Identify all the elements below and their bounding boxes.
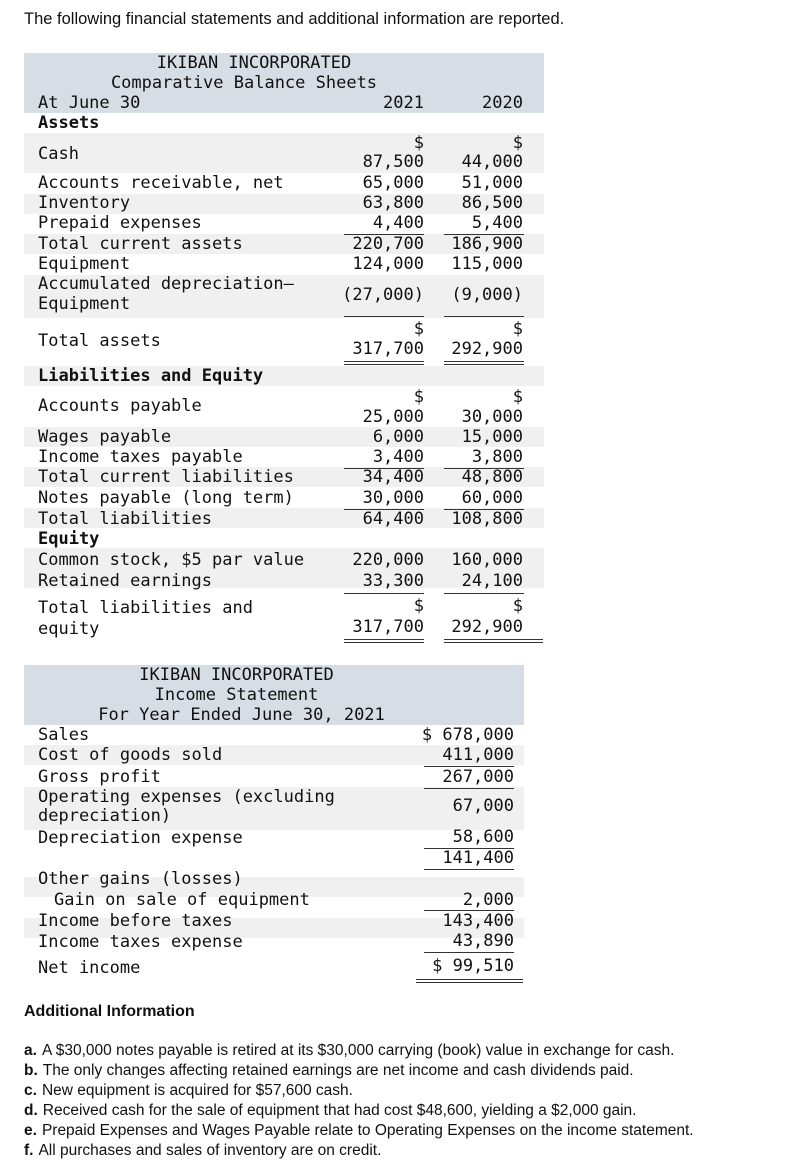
gross-profit-value: 267,000 [442, 767, 514, 787]
double-underline [416, 979, 523, 980]
prepaid-2021: 4,400 [372, 213, 424, 233]
tle-2020: 292,900 [451, 617, 523, 637]
prepaid-2020: 5,400 [471, 213, 523, 233]
net-income-label: Net income [38, 958, 141, 978]
ta-label: Total assets [38, 331, 161, 351]
ap-label: Accounts payable [38, 396, 202, 416]
ta-dollar-2021: $ [413, 319, 424, 339]
cash-2021: 87,500 [362, 152, 424, 172]
cogs-value: 411,000 [442, 745, 514, 765]
re-2021: 33,300 [362, 571, 424, 591]
is-title: Income Statement [154, 685, 319, 705]
opex-value: 67,000 [452, 796, 514, 816]
info-item-b: b. The only changes affecting retained earnings are net income and cash dividends paid. [24, 1062, 634, 1079]
np-2020: 60,000 [461, 488, 523, 508]
double-underline [444, 639, 543, 640]
depreciation-value: 58,600 [452, 827, 514, 847]
re-2020: 24,100 [461, 571, 523, 591]
ta-2020: 292,900 [451, 339, 523, 359]
underline [344, 593, 424, 594]
ar-2021: 65,000 [362, 173, 424, 193]
info-item-e: e. Prepaid Expenses and Wages Payable relate to Operating Expenses on the income statement. [24, 1122, 694, 1139]
ar-label: Accounts receivable, net [38, 173, 284, 193]
gain-label: Gain on sale of equipment [54, 890, 310, 910]
wages-label: Wages payable [38, 427, 172, 447]
cash-dollar-2020: $ [512, 133, 523, 153]
is-company: IKIBAN INCORPORATED [139, 665, 334, 685]
double-underline [444, 364, 524, 365]
tle-label-2: equity [38, 619, 100, 639]
tca-2020: 186,900 [451, 234, 523, 254]
itp-label: Income taxes payable [38, 447, 243, 467]
accdep-2020: (9,000) [451, 285, 523, 305]
equipment-2021: 124,000 [352, 254, 424, 274]
inventory-label: Inventory [38, 193, 131, 213]
bs-date-label: At June 30 [38, 93, 141, 113]
bs-company: IKIBAN INCORPORATED [156, 53, 352, 73]
re-label: Retained earnings [38, 571, 212, 591]
ta-dollar-2020: $ [512, 319, 523, 339]
tle-label-1: Total liabilities and [38, 598, 253, 618]
info-item-d: d. Received cash for the sale of equipment that had cost $48,600, yielding a $2,000 gain. [24, 1102, 637, 1119]
ibt-label: Income before taxes [38, 911, 233, 931]
ap-dollar-2020: $ [512, 387, 523, 407]
tcl-2021: 34,400 [362, 467, 424, 487]
inventory-2021: 63,800 [362, 193, 424, 213]
tcl-label: Total current liabilities [38, 467, 294, 487]
underline [344, 316, 424, 317]
info-item-f: f. All purchases and sales of inventory are on credit. [24, 1142, 382, 1159]
balance-sheet [24, 53, 544, 648]
double-underline [416, 982, 523, 983]
equipment-label: Equipment [38, 254, 131, 274]
other-gains-label: Other gains (losses) [38, 869, 243, 889]
tle-dollar-2021: $ [413, 596, 424, 616]
np-2021: 30,000 [362, 488, 424, 508]
gain-value: 2,000 [462, 890, 514, 910]
tcl-2020: 48,800 [461, 467, 523, 487]
cs-2020: 160,000 [451, 550, 523, 570]
intro-text: The following financial statements and additional information are reported. [24, 10, 565, 28]
net-income-value: $ 99,510 [432, 956, 514, 976]
underline [424, 788, 514, 789]
itp-2021: 3,400 [372, 447, 424, 467]
info-item-c: c. New equipment is acquired for $57,600 cash. [24, 1082, 353, 1099]
ap-2020: 30,000 [461, 407, 523, 427]
cs-2021: 220,000 [352, 550, 424, 570]
prepaid-label: Prepaid expenses [38, 213, 202, 233]
income-statement [24, 665, 524, 987]
wages-2021: 6,000 [372, 427, 424, 447]
double-underline [344, 639, 424, 640]
bs-title: Comparative Balance Sheets [110, 73, 378, 93]
ap-dollar-2021: $ [413, 387, 424, 407]
tle-dollar-2020: $ [512, 596, 523, 616]
tax-value: 43,890 [452, 931, 514, 951]
ibt-value: 143,400 [442, 911, 514, 931]
equipment-2020: 115,000 [451, 254, 523, 274]
tca-2021: 220,700 [352, 234, 424, 254]
accdep-label-2: Equipment [38, 294, 131, 314]
additional-info-title: Additional Information [24, 1003, 195, 1020]
ap-2021: 25,000 [362, 407, 424, 427]
assets-heading: Assets [38, 113, 100, 133]
underline [424, 952, 514, 953]
tl-2020: 108,800 [451, 509, 523, 529]
double-underline [344, 361, 424, 362]
itp-2020: 3,800 [471, 447, 523, 467]
ar-2020: 51,000 [461, 173, 523, 193]
np-label: Notes payable (long term) [38, 488, 294, 508]
cash-label: Cash [38, 144, 79, 164]
cash-dollar-2021: $ [413, 133, 424, 153]
bs-year-2021: 2021 [383, 93, 424, 113]
tl-2021: 64,400 [362, 509, 424, 529]
opex-label-2: depreciation) [38, 806, 172, 826]
tax-label: Income taxes expense [38, 932, 243, 952]
double-underline [444, 361, 524, 362]
accdep-2021: (27,000) [342, 285, 424, 305]
tca-label: Total current assets [38, 234, 243, 254]
double-underline [344, 364, 424, 365]
accdep-label-1: Accumulated depreciation— [38, 274, 294, 294]
cash-2020: 44,000 [461, 152, 523, 172]
info-item-a: a. A $30,000 notes payable is retired at its $30,000 carrying (book) value in exchange for cash. [24, 1042, 675, 1059]
bs-year-2020: 2020 [482, 93, 523, 113]
underline [444, 316, 524, 317]
total-expenses-value: 141,400 [442, 848, 514, 868]
wages-2020: 15,000 [461, 427, 523, 447]
liabilities-heading: Liabilities and Equity [38, 366, 264, 386]
underline [444, 593, 524, 594]
sales-label: Sales [38, 725, 90, 745]
inventory-2020: 86,500 [461, 193, 523, 213]
cs-label: Common stock, $5 par value [38, 550, 305, 570]
equity-heading: Equity [38, 529, 100, 549]
double-underline [444, 642, 543, 643]
sales-value: $ 678,000 [421, 725, 514, 745]
ta-2021: 317,700 [352, 339, 424, 359]
depreciation-label: Depreciation expense [38, 828, 243, 848]
tl-label: Total liabilities [38, 509, 212, 529]
cogs-label: Cost of goods sold [38, 745, 223, 765]
underline [424, 869, 514, 870]
is-period: For Year Ended June 30, 2021 [98, 705, 385, 725]
tle-2021: 317,700 [352, 617, 424, 637]
opex-label-1: Operating expenses (excluding [38, 787, 335, 807]
gross-profit-label: Gross profit [38, 767, 161, 787]
double-underline [344, 642, 424, 643]
